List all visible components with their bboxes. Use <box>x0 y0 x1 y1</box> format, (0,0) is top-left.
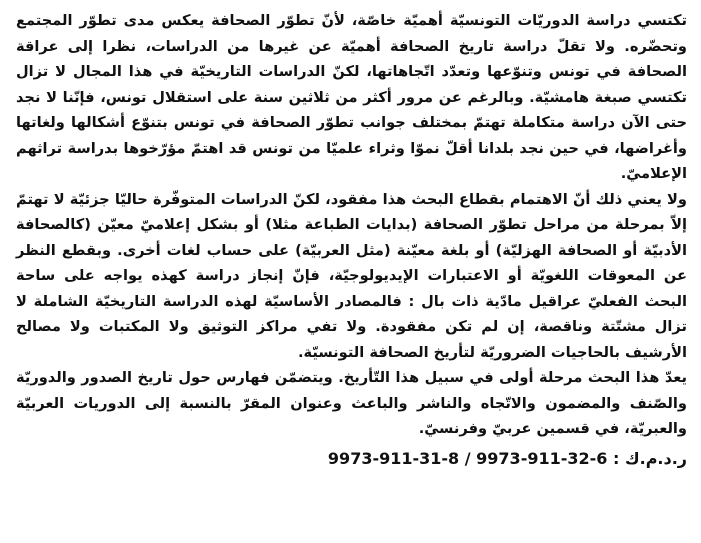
paragraph-this-research: يعدّ هذا البحث مرحلة أولى في سبيل هذا التّأريخ. ويتضمّن فهارس حول تاريخ الصدور والدوريّة والصّنف والمضمون والاتّجاه والناشر والباعث وعنوان المقرّ بالنسبة إلى الدوريات العربيّة والعبريّة، في قسمين عربيّ وفرنسيّ. <box>16 369 687 437</box>
paragraph-current-studies: ولا يعني ذلك أنّ الاهتمام بقطاع البحث هذا مفقود، لكنّ الدراسات المتوفّرة حاليّا جزئيّة لا تهتمّ إلاّ بمرحلة من مراحل تطوّر الصحافة (بدايات الطباعة مثلا) أو بشكل إعلاميّ معيّن (كالصحافة الأدبيّة أو الصحافة الهزليّة) أو بلغة معيّنة (مثل العربيّة) على حساب لغات أخرى. وبقطع النظر عن المعوقات اللغويّة أو الاعتبارات الإيديولوجيّة، فإنّ إنجاز دراسة كهذه يواجه على ساحة البحث الفعليّ عراقيل مادّية ذات بال : فالمصادر الأساسيّة لهذه الدراسة التاريخيّة الشاملة لا تزال مشتّتة وناقصة، إن لم تكن مفقودة. ولا تفي مراكز التوثيق ولا المكتبات ولا مصالح الأرشيف بالحاجيات الضروريّة لتأريخ الصحافة التونسيّة. <box>16 190 687 361</box>
isbn-label: ر.د.م.ك : <box>612 448 687 468</box>
paragraph-intro: تكتسي دراسة الدوريّات التونسيّة أهميّة خاصّة، لأنّ تطوّر الصحافة يعكس مدى تطوّر المجتمع وتحضّره. ولا تقلّ دراسة تاريخ الصحافة أهميّة عن غيرها من الدراسات، نظرا إلى عراقة الصحافة في تونس وتنوّعها وتعدّد اتّجاهاتها، لكنّ الدراسات التاريخيّة في هذا المجال لا تزال تكتسي صبغة هامشيّة. وبالرغم عن مرور أكثر من ثلاثين سنة على استقلال تونس، فإنّنا لا نجد حتى الآن دراسة متكاملة تهتمّ بمختلف جوانب تطوّر الصحافة في تونس بتنوّع أشكالها ولغاتها وأغراضها، في حين نجد بلدانا أقلّ نموّا وثراء علميّا من تونس قد اهتمّ مؤرّخوها بدراسة تراثهم الإعلاميّ. <box>16 12 687 182</box>
isbn-line <box>16 447 687 471</box>
isbn-numbers: 9973-911-31-8 / 9973-911-32-6 <box>327 448 608 468</box>
